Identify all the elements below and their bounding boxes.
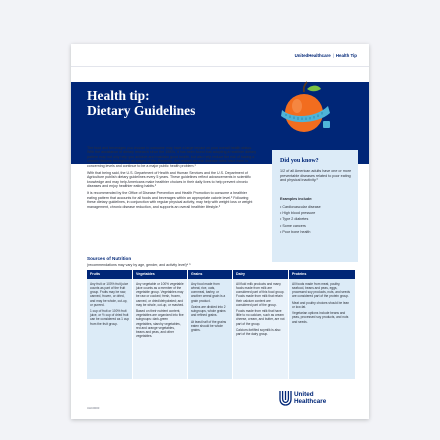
table-cell: Vegetarian options include beans and peas, processed soy products, and nuts and seeds. <box>292 311 349 324</box>
examples-label: Examples include: <box>280 197 313 201</box>
list-item: • Type 2 diabetes <box>280 216 321 222</box>
did-you-know-title: Did you know? <box>280 158 319 164</box>
intro-paragraph: It is recommended by the Office of Disease Prevention and Health Promotion to consume a healthier eating pattern that accounts for all foods and beverages within an appropriate calorie level.² Following these dietary guidelines, in conjunction with regular physical activity, may help with weight loss or weight management, chronic disease reduction, and supports an overall healthier lifestyle.² <box>87 191 253 209</box>
table-header <box>87 270 356 279</box>
table-body <box>87 279 356 379</box>
table-cell: Grains are divided into 2 subgroups, whole grains and refined grains. <box>191 304 226 318</box>
document-page <box>71 44 369 419</box>
table-cell: Any fruit or 100% fruit juice counts as part of the fruit group. Fruits may be raw, canned, frozen, or dried, and may be whole, cut-up, or pureed. <box>90 282 129 307</box>
column-proteins <box>289 279 356 379</box>
header-divider <box>71 66 369 67</box>
did-you-know-box <box>272 150 358 262</box>
header-separator: | <box>332 53 334 58</box>
header-dairy: Dairy <box>233 270 289 279</box>
title-line-2: Dietary Guidelines <box>87 103 196 118</box>
column-grains <box>188 279 233 379</box>
list-item: • High blood pressure <box>280 210 321 216</box>
list-item: • Poor bone health <box>280 229 321 235</box>
uhc-logo-text <box>294 391 326 406</box>
page-header <box>295 53 357 58</box>
list-item: • Some cancers <box>280 223 321 229</box>
intro-paragraph: With that being said, the U.S. Department of Health and Human Services and the U.S. Department of Agriculture publish dietary guidelines every 5 years. These guidelines reflect advancements in scientific knowledge and may help Americans make healthier choices in their daily lives to help prevent chronic diseases and enjoy healthier eating habits.² <box>87 170 251 189</box>
list-item: • Cardiovascular disease <box>280 204 321 210</box>
table-cell: Any food made from wheat, rice, oats, cornmeal, barley, or another cereal grain is a grain product. <box>191 282 226 303</box>
logo-line-1: United <box>294 391 314 398</box>
table-cell: Foods made from milk that have little to no calcium, such as cream cheese, cream, and butter, are not part of the group. <box>236 309 285 326</box>
table-cell: All fluid milk products and many foods made from milk are considered part of this food group. Foods made from milk that retain their calcium content are considered part of the group. <box>236 282 285 307</box>
logo-line-2: Healthcare <box>294 398 327 406</box>
header-grains: Grains <box>188 270 233 279</box>
did-you-know-text: 1/2 of all American adults have one or more preventable diseases related to poor eating and physical inactivity.³ <box>280 169 352 183</box>
table-cell: Based on their nutrient content, vegetables are organized into five subgroups: dark-green vegetables, starchy vegetables, red and orange vegetables, beans and peas, and other vegetables. <box>136 309 184 339</box>
document-code: UHC0000 <box>87 406 100 410</box>
table-cell: At least half of the grains eaten should be whole grains. <box>191 319 227 332</box>
column-vegetables <box>133 279 188 379</box>
header-vegetables: Vegetables <box>133 270 188 279</box>
table-cell: Meat and poultry choices should be lean or low-fat. <box>292 300 350 309</box>
table-cell: Any vegetable or 100% vegetable juice counts as a member of the vegetable group. Vegetables may be raw or cooked; fresh, frozen, canned, or dried/dehydrated; and may be whole, cut-up, or mashed. <box>136 282 185 307</box>
nutrition-table <box>87 270 356 379</box>
intro-text <box>87 146 257 212</box>
examples-list <box>280 204 321 235</box>
sources-title: Sources of Nutrition <box>87 256 132 261</box>
column-dairy <box>233 279 289 379</box>
title-line-1: Health tip: <box>87 88 150 103</box>
header-section: Health Tip <box>335 53 357 58</box>
table-cell: All foods made from meat, poultry, seafood, beans and peas, eggs, processed soy products, nuts, and seeds are considered part of the protein group. <box>292 282 350 299</box>
column-fruits <box>87 279 133 379</box>
apple-tape-icon <box>276 80 336 140</box>
header-proteins: Proteins <box>289 270 356 279</box>
intro-paragraph: The food and beverages you choose to consume may have a large impact on your overall health status. With the assistance of dietary research since the 1980s, it has been found that adopting a healthier dietary pattern may not only help you achieve and maintain good health, but also help reduce the risk of having a chronic disease throughout all stages of life. Recently, diet-related chronic disease rates have risen to concerning levels and continue to be a major public health problem.¹ <box>87 146 257 168</box>
page-title <box>87 88 195 118</box>
header-fruits: Fruits <box>87 270 133 279</box>
sources-subtitle: (recommendations may vary by age, gender, and activity level)⁴ ⁵ <box>87 263 191 267</box>
table-cell: Calcium-fortified soymilk is also part of the dairy group. <box>236 327 281 337</box>
uhc-logo-icon <box>279 390 292 406</box>
table-cell: 1 cup of fruit or 100% fruit juice, or ½ cup of dried fruit can be considered as 1 cup from the fruit group. <box>90 309 129 326</box>
header-brand: UnitedHealthcare <box>294 53 331 58</box>
